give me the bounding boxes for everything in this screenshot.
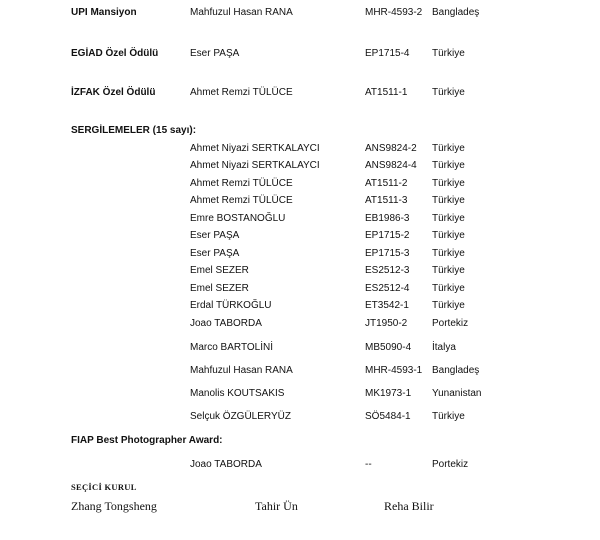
award-name: EGİAD Özel Ödülü <box>71 48 159 59</box>
photographer-name: Emre BOSTANOĞLU <box>190 213 286 224</box>
photographer-name: Marco BARTOLİNİ <box>190 342 273 353</box>
exhibition-row <box>0 264 600 278</box>
photographer-name: Ahmet Niyazi SERTKALAYCI <box>190 160 320 171</box>
entry-code: EP1715-4 <box>365 48 410 59</box>
fiap-heading: FIAP Best Photographer Award: <box>71 435 223 446</box>
entry-code: ES2512-3 <box>365 265 410 276</box>
jury-member: Tahir Ün <box>255 499 298 513</box>
exhibition-row <box>0 341 600 355</box>
entry-code: MB5090-4 <box>365 342 412 353</box>
photographer-name: Ahmet Remzi TÜLÜCE <box>190 195 293 206</box>
exhibition-row <box>0 247 600 261</box>
photographer-name: Mahfuzul Hasan RANA <box>190 365 293 376</box>
entry-code: ES2512-4 <box>365 283 410 294</box>
exhibition-row <box>0 142 600 156</box>
photographer-name: Emel SEZER <box>190 265 249 276</box>
country: Türkiye <box>432 230 465 241</box>
photographer-name: Eser PAŞA <box>190 248 240 259</box>
jury-heading: SEÇİCİ KURUL <box>71 482 137 492</box>
photographer-name: Manolis KOUTSAKIS <box>190 388 285 399</box>
country: Türkiye <box>432 160 465 171</box>
photographer-name: Mahfuzul Hasan RANA <box>190 7 293 18</box>
country: Türkiye <box>432 48 465 59</box>
fiap-row <box>0 458 600 472</box>
entry-code: ANS9824-2 <box>365 143 417 154</box>
country: Yunanistan <box>432 388 482 399</box>
jury-member: Zhang Tongsheng <box>71 499 157 513</box>
photographer-name: Eser PAŞA <box>190 230 240 241</box>
photographer-name: Joao TABORDA <box>190 459 262 470</box>
country: Türkiye <box>432 300 465 311</box>
entry-code: JT1950-2 <box>365 318 408 329</box>
exhibition-row <box>0 410 600 424</box>
award-row <box>0 47 600 61</box>
exhibition-row <box>0 387 600 401</box>
entry-code: EB1986-3 <box>365 213 410 224</box>
award-name: İZFAK Özel Ödülü <box>71 87 156 98</box>
country: Türkiye <box>432 143 465 154</box>
entry-code: ET3542-1 <box>365 300 409 311</box>
entry-code: EP1715-2 <box>365 230 410 241</box>
exhibition-row <box>0 317 600 331</box>
country: Türkiye <box>432 265 465 276</box>
photographer-name: Ahmet Niyazi SERTKALAYCI <box>190 143 320 154</box>
photographer-name: Ahmet Remzi TÜLÜCE <box>190 87 293 98</box>
country: Türkiye <box>432 411 465 422</box>
country: İtalya <box>432 342 456 353</box>
photographer-name: Emel SEZER <box>190 283 249 294</box>
photographer-name: Joao TABORDA <box>190 318 262 329</box>
entry-code: ANS9824-4 <box>365 160 417 171</box>
entry-code: AT1511-2 <box>365 178 408 189</box>
entry-code: MHR-4593-2 <box>365 7 423 18</box>
entry-code: AT1511-1 <box>365 87 408 98</box>
country: Türkiye <box>432 178 465 189</box>
exhibition-row <box>0 159 600 173</box>
exhibition-row <box>0 177 600 191</box>
country: Türkiye <box>432 248 465 259</box>
country: Portekiz <box>432 318 469 329</box>
country: Portekiz <box>432 459 469 470</box>
entry-code: -- <box>365 459 372 470</box>
photographer-name: Erdal TÜRKOĞLU <box>190 300 272 311</box>
entry-code: MHR-4593-1 <box>365 365 423 376</box>
photographer-name: Selçuk ÖZGÜLERYÜZ <box>190 411 291 422</box>
country: Türkiye <box>432 283 465 294</box>
exhibition-row <box>0 212 600 226</box>
jury-member: Reha Bilir <box>384 499 434 513</box>
exhibition-row <box>0 364 600 378</box>
country: Bangladeş <box>432 7 480 18</box>
exhibition-row <box>0 299 600 313</box>
photographer-name: Ahmet Remzi TÜLÜCE <box>190 178 293 189</box>
award-name: UPI Mansiyon <box>71 7 137 18</box>
country: Türkiye <box>432 213 465 224</box>
entry-code: AT1511-3 <box>365 195 408 206</box>
country: Türkiye <box>432 195 465 206</box>
entry-code: EP1715-3 <box>365 248 410 259</box>
entry-code: SÖ5484-1 <box>365 411 411 422</box>
exhibitions-heading: SERGİLEMELER (15 sayı): <box>71 125 197 136</box>
country: Bangladeş <box>432 365 480 376</box>
award-row <box>0 6 600 20</box>
award-row <box>0 86 600 100</box>
photographer-name: Eser PAŞA <box>190 48 240 59</box>
entry-code: MK1973-1 <box>365 388 412 399</box>
exhibition-row <box>0 282 600 296</box>
country: Türkiye <box>432 87 465 98</box>
exhibition-row <box>0 229 600 243</box>
exhibition-row <box>0 194 600 208</box>
